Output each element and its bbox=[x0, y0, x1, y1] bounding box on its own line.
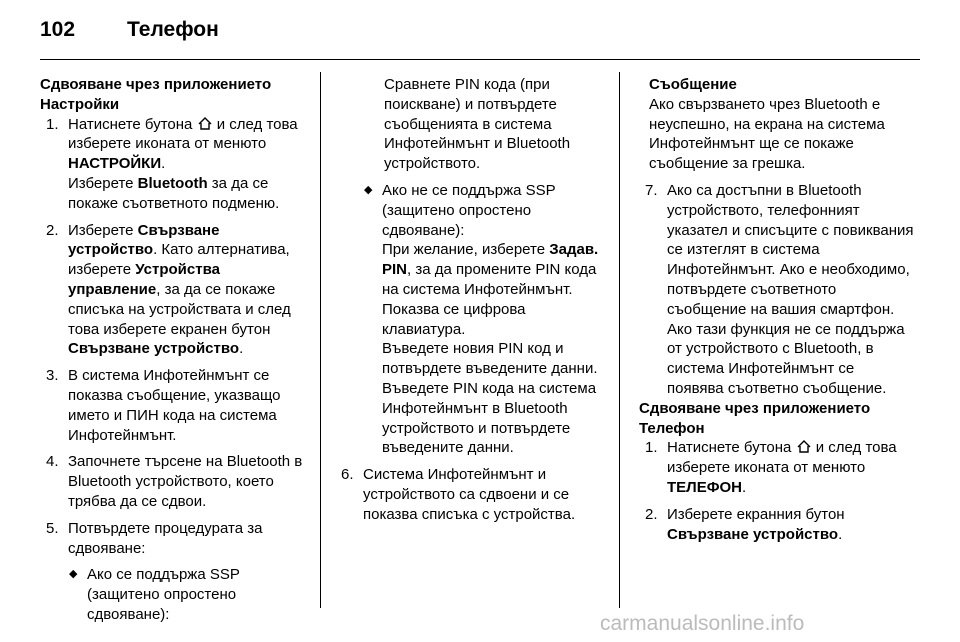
page-title: Телефон bbox=[127, 18, 219, 41]
home-icon bbox=[796, 439, 812, 454]
column-1 bbox=[40, 75, 312, 625]
step-3: 3. В система Инфотейнмънт се показва съобщение, указващо името и ПИН кода на система Инфотейнмънт. bbox=[46, 367, 281, 444]
bullet-no-ssp: ◆ Ако не се поддържа SSP (защитено опростено сдвояване): При желание, изберете Задав. PIN, за да промените PIN кода на система Инфотейнмънт. Показва се цифрова клавиатура. Въведете новия PIN код и потвърдете въведените данни. Въведете PIN кода на система Инфотейнмънт в Bluetooth устройството и потвърдете въведените данни. bbox=[364, 181, 599, 457]
step-number: 6. bbox=[341, 466, 354, 484]
watermark: carmanualsonline.info bbox=[600, 612, 805, 635]
step-number: 5. bbox=[46, 519, 59, 537]
note-heading: Съобщение bbox=[649, 76, 737, 93]
column-2 bbox=[341, 75, 609, 525]
step-5: 5. Потвърдете процедурата за сдвояване: ◆ Ако се поддържа SSP (защитено опростено сдвояване): bbox=[46, 519, 312, 625]
home-icon bbox=[197, 116, 213, 131]
phone-step-2: 2. Изберете екранния бутон Свързване устройство. bbox=[645, 505, 845, 543]
step-6: 6. Система Инфотейнмънт и устройството са сдвоени и се показва списъка с устройства. bbox=[341, 466, 576, 523]
step-number: 1. bbox=[46, 115, 59, 133]
column-3 bbox=[639, 75, 915, 544]
phone-step-1: 1. Натиснете бутона и след това изберете иконата от менюто ТЕЛЕФОН. bbox=[645, 439, 897, 496]
step-number: 2. bbox=[645, 505, 658, 523]
header-rule bbox=[40, 59, 920, 60]
step-number: 2. bbox=[46, 221, 59, 239]
bullet-ssp: ◆ Ако се поддържа SSP (защитено опростено сдвояване): bbox=[69, 566, 240, 623]
step-number: 4. bbox=[46, 453, 59, 471]
bullet-diamond-icon: ◆ bbox=[69, 568, 78, 581]
page-number: 102 bbox=[40, 18, 76, 41]
column-divider-right bbox=[619, 72, 620, 608]
step-number: 7. bbox=[645, 181, 658, 199]
step-7: 7. Ако са достъпни в Bluetooth устройството, телефонният указател и списъците с повиквания се изтеглят в система Инфотейнмънт. Ако е необходимо, потвърдете съответното съобщение на вашия смартфон. Ако тази функция не се поддържа от устройството с Bluetooth, в система Инфотейнмънт се появява съответно съобщение. bbox=[645, 181, 914, 397]
column-divider-left bbox=[320, 72, 321, 608]
paragraph: Сравнете PIN кода (при поискване) и потвърдете съобщенията в система Инфотейнмънт и Bluetooth устройството. bbox=[384, 76, 571, 173]
message-note: Съобщение Ако свързването чрез Bluetooth е неуспешно, на екрана на система Инфотейнмънт ще се покаже съобщение за грешка. bbox=[639, 75, 915, 174]
section-heading: Сдвояване чрез приложението Телефон bbox=[639, 399, 871, 437]
step-number: 1. bbox=[645, 439, 658, 457]
step-number: 3. bbox=[46, 367, 59, 385]
step-1: 1. Натиснете бутона и след това изберете иконата от менюто НАСТРОЙКИ. Изберете Bluetooth за да се покаже съответното подменю. bbox=[46, 115, 298, 212]
section-heading: Сдвояване чрез приложението Настройки bbox=[40, 76, 272, 113]
step-4: 4. Започнете търсене на Bluetooth в Bluetooth устройството, което трябва да се сдвои. bbox=[46, 453, 303, 510]
step-2: 2. Изберете Свързване устройство. Като алтернатива, изберете Устройства управление, за да се покаже списъка на устройствата и след това изберете екранен бутон Свързване устройство. bbox=[46, 221, 291, 358]
bullet-diamond-icon: ◆ bbox=[364, 183, 373, 196]
